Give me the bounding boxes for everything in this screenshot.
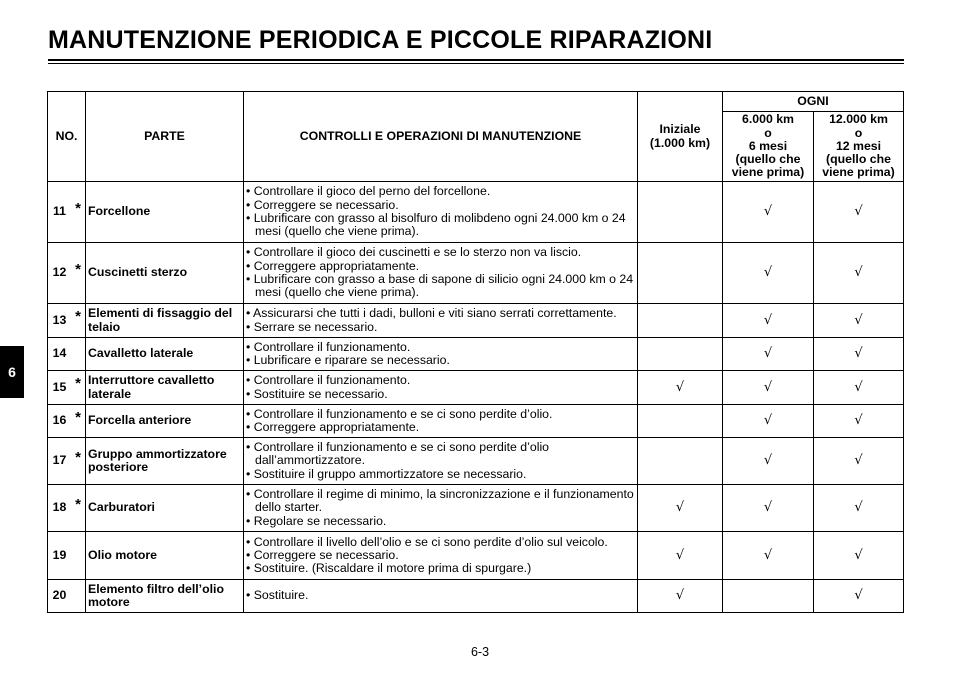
check-cell: √ [814,405,904,438]
check-cell: √ [814,338,904,371]
row-operations [244,371,638,405]
title-rule-thin [48,63,904,64]
operation-line: • Controllare il livello dell’olio e se ci sono perdite d’olio sul veicolo. [246,534,608,549]
operation-line: • Controllare il gioco del perno del forcellone. [246,184,491,199]
star-mark: * [75,260,81,278]
operation-line: • Correggere se necessario. [246,197,399,212]
check-cell: √ [723,532,814,580]
check-cell: √ [638,371,723,405]
row-star-mark [71,580,86,613]
check-cell: √ [814,304,904,338]
check-cell: √ [814,580,904,613]
page-number: 6-3 [470,645,490,659]
header-line: o [764,125,772,140]
check-cell: √ [638,580,723,613]
row-number: 14 [48,338,72,371]
row-star-mark [71,182,86,243]
operation-line: • Controllare il funzionamento e se ci sono perdite d’olio dall’ammortizzatore. [246,440,550,468]
table-row [48,182,904,243]
row-number: 18 [48,485,72,532]
header-line: (quello che [826,152,891,167]
header-iniziale-line: Iniziale [659,122,701,137]
operation-line: • Assicurarsi che tutti i dadi, bulloni e viti siano serrati correttamente. [246,306,617,321]
check-cell [638,338,723,371]
header-ogni: OGNI [723,92,904,112]
row-operations [244,304,638,338]
row-number: 17 [48,438,72,485]
star-mark: * [75,199,81,217]
check-cell [638,405,723,438]
check-cell [723,580,814,613]
header-interval-6000 [723,112,814,182]
operation-line: • Correggere se necessario. [246,547,399,562]
operation-line: • Controllare il funzionamento. [246,339,411,354]
table-row [48,485,904,532]
header-line: 12.000 km [829,112,888,127]
row-operations [244,580,638,613]
header-line: 6 mesi [748,138,788,153]
table-row [48,371,904,405]
operation-line: • Sostituire il gruppo ammortizzatore se necessario. [246,466,527,481]
maintenance-table [47,91,904,613]
operation-line: • Lubrificare con grasso al bisolfuro di molibdeno ogni 24.000 km o 24 mesi (quello che viene prima). [246,211,626,239]
row-operations [244,182,638,243]
header-line: 12 mesi [835,138,882,153]
header-line: viene prima) [822,165,895,180]
operation-line: • Correggere appropriatamente. [246,420,420,434]
row-operations [244,405,638,438]
table-row [48,438,904,485]
operation-line: • Controllare il regime di minimo, la sincronizzazione e il funzionamento dello starter. [246,487,634,515]
table-row [48,338,904,371]
check-cell: √ [814,243,904,304]
check-cell: √ [723,338,814,371]
row-operations [244,485,638,532]
row-number: 11 [48,182,72,243]
row-star-mark [71,243,86,304]
row-operations [244,338,638,371]
check-cell: √ [723,371,814,405]
row-star-mark [71,371,86,405]
check-cell: √ [723,304,814,338]
operation-line: • Correggere appropriatamente. [246,258,420,273]
table-row [48,580,904,613]
header-iniziale-line: (1.000 km) [649,135,711,150]
check-cell: √ [814,485,904,532]
title-rule [48,59,904,61]
table-row [48,243,904,304]
row-part: Cavalletto laterale [86,338,244,371]
row-number: 12 [48,243,72,304]
header-interval-12000 [814,112,904,182]
header-iniziale [638,92,723,182]
row-part: Interruttore cavalletto laterale [86,371,244,405]
row-operations [244,532,638,580]
row-number: 16 [48,405,72,438]
table-row [48,405,904,438]
row-part: Forcellone [86,182,244,243]
check-cell: √ [814,532,904,580]
header-parte: PARTE [86,92,244,182]
row-part: Carburatori [86,485,244,532]
check-cell [638,243,723,304]
row-star-mark [71,485,86,532]
operation-line: • Controllare il funzionamento. [246,373,411,388]
operation-line: • Regolare se necessario. [246,513,387,528]
table-row [48,532,904,580]
star-mark: * [75,448,81,466]
check-cell [638,438,723,485]
row-part: Cuscinetti sterzo [86,243,244,304]
row-part: Elemento filtro dell’olio motore [86,580,244,613]
operation-line: • Controllare il funzionamento e se ci sono perdite d’olio. [246,406,553,421]
row-part: Olio motore [86,532,244,580]
check-cell: √ [723,405,814,438]
check-cell: √ [723,438,814,485]
check-cell: √ [723,243,814,304]
row-number: 13 [48,304,72,338]
check-cell: √ [638,485,723,532]
check-cell [638,182,723,243]
row-part: Forcella anteriore [86,405,244,438]
header-line: 6.000 km [742,112,794,127]
check-cell: √ [814,182,904,243]
operation-line: • Lubrificare con grasso a base di sapone di silicio ogni 24.000 km o 24 mesi (quello che viene prima). [246,272,634,300]
row-operations [244,243,638,304]
operation-line: • Controllare il gioco dei cuscinetti e se lo sterzo non va liscio. [246,245,582,260]
row-part: Gruppo ammortizzatore posteriore [86,438,244,485]
header-no: NO. [48,92,86,182]
row-number: 15 [48,371,72,405]
header-line: o [854,125,863,140]
row-star-mark [71,438,86,485]
operation-line: • Lubrificare e riparare se necessario. [246,353,450,367]
check-cell: √ [723,485,814,532]
check-cell [638,304,723,338]
header-line: viene prima) [731,165,805,180]
check-cell: √ [814,438,904,485]
row-star-mark [71,304,86,338]
header-line: (quello che [735,152,801,167]
star-mark: * [75,495,81,513]
star-mark: * [75,308,81,326]
row-operations [244,438,638,485]
row-star-mark [71,405,86,438]
row-number: 19 [48,532,72,580]
check-cell: √ [723,182,814,243]
table-body [48,182,904,613]
operation-line: • Sostituire. (Riscaldare il motore prima di spurgare.) [246,561,532,576]
section-tab: 6 [0,346,24,398]
operation-line: • Serrare se necessario. [246,319,378,334]
page-title: MANUTENZIONE PERIODICA E PICCOLE RIPARAZIONI [48,26,713,54]
star-mark: * [75,408,81,426]
operation-line: • Sostituire. [246,588,309,603]
check-cell: √ [814,371,904,405]
row-number: 20 [48,580,72,613]
header-controlli: CONTROLLI E OPERAZIONI DI MANUTENZIONE [244,92,638,182]
row-star-mark [71,338,86,371]
star-mark: * [75,375,81,393]
row-part: Elementi di fissaggio del telaio [86,304,244,338]
table-row [48,304,904,338]
row-star-mark [71,532,86,580]
operation-line: • Sostituire se necessario. [246,386,388,401]
check-cell: √ [638,532,723,580]
